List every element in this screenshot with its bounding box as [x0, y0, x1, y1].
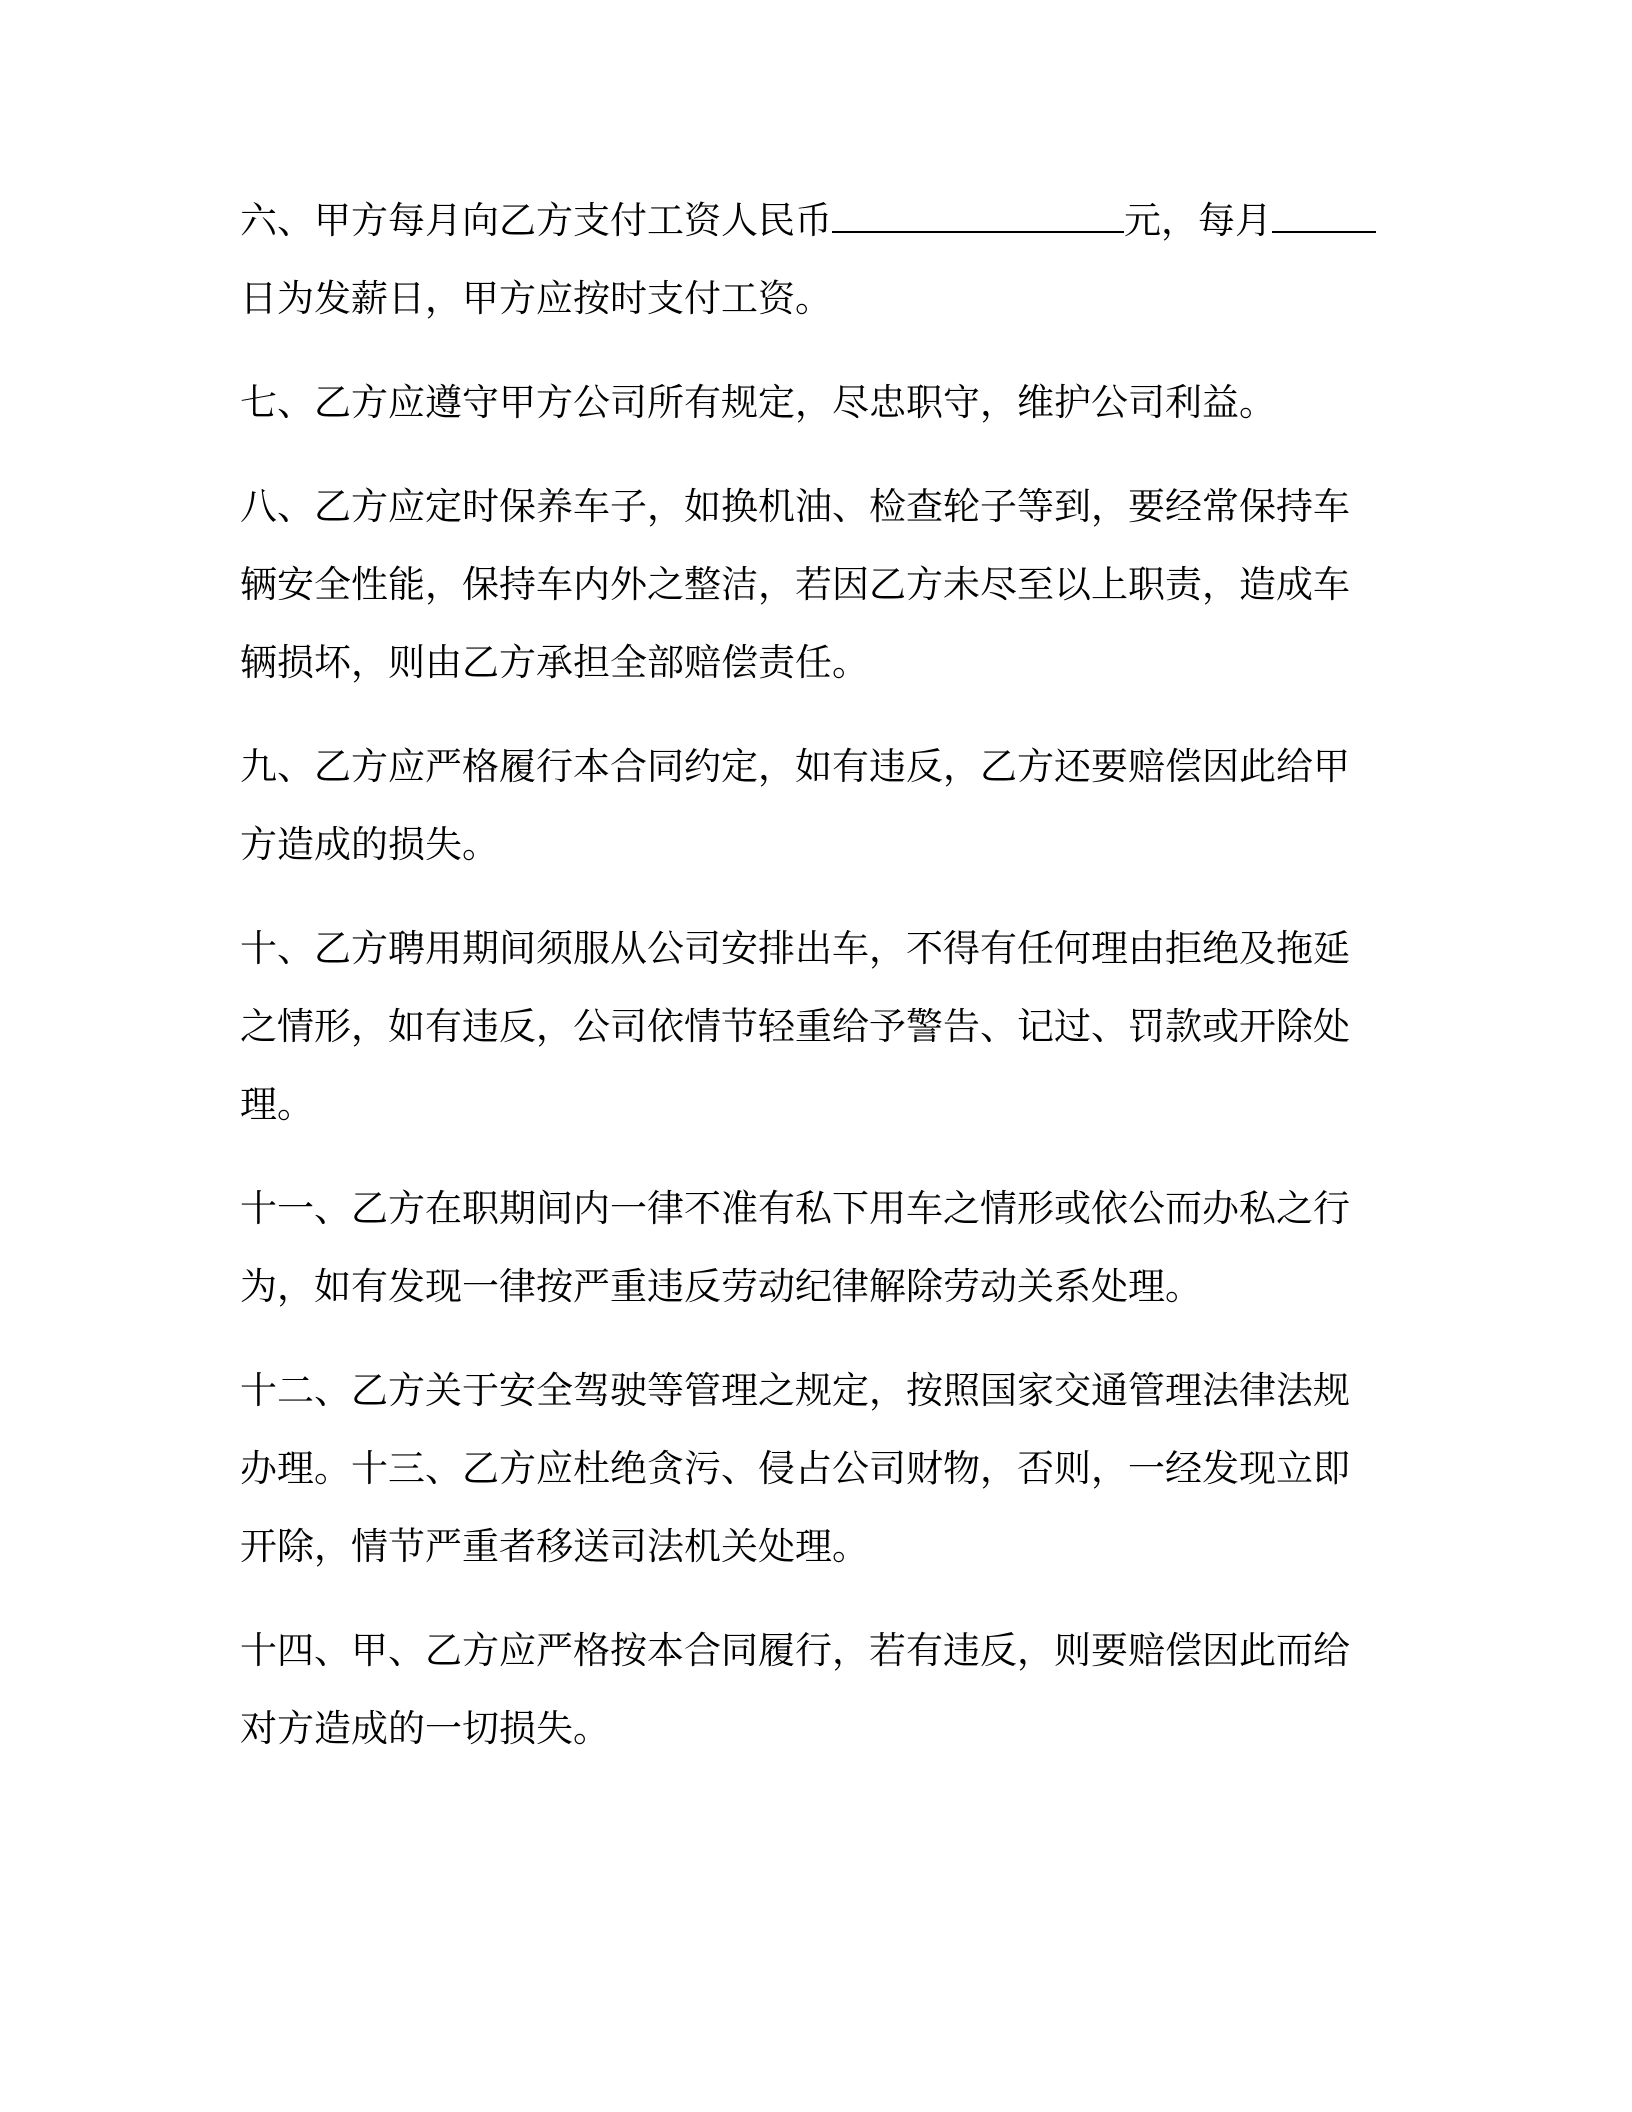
- clause-14-line-1: 十四、甲、乙方应严格按本合同履行，若有违反，则要赔偿因此而给: [240, 1629, 1350, 1672]
- clause-8-line-2: 辆安全性能，保持车内外之整洁，若因乙方未尽至以上职责，造成车: [240, 563, 1350, 606]
- clause-6-text-2: 元，每月: [1124, 199, 1272, 242]
- clause-11-line-2: 为，如有发现一律按严重违反劳动纪律解除劳动关系处理。: [240, 1265, 1202, 1308]
- clause-10-line-1: 十、乙方聘用期间须服从公司安排出车，不得有任何理由拒绝及拖延: [240, 927, 1350, 970]
- clause-14-line-2: 对方造成的一切损失。: [240, 1707, 610, 1750]
- clause-12-13-line-3: 开除，情节严重者移送司法机关处理。: [240, 1525, 869, 1568]
- clause-9-line-2: 方造成的损失。: [240, 823, 499, 866]
- clause-10: [240, 910, 1390, 1144]
- clause-6: [240, 182, 1390, 338]
- clause-12-13-line-2: 办理。十三、乙方应杜绝贪污、侵占公司财物，否则，一经发现立即: [240, 1447, 1350, 1490]
- payday-blank: [1272, 187, 1376, 233]
- clause-7: [240, 364, 1390, 442]
- clause-11-line-1: 十一、乙方在职期间内一律不准有私下用车之情形或依公而办私之行: [240, 1187, 1350, 1230]
- clause-8-line-1: 八、乙方应定时保养车子，如换机油、检查轮子等到，要经常保持车: [240, 485, 1350, 528]
- clause-7-line-1: 七、乙方应遵守甲方公司所有规定，尽忠职守，维护公司利益。: [240, 381, 1276, 424]
- clause-9-line-1: 九、乙方应严格履行本合同约定，如有违反，乙方还要赔偿因此给甲: [240, 745, 1350, 788]
- contract-body: [240, 182, 1390, 1794]
- clause-8-line-3: 辆损坏，则由乙方承担全部赔偿责任。: [240, 641, 869, 684]
- clause-12-13: [240, 1352, 1390, 1586]
- clause-9: [240, 728, 1390, 884]
- salary-amount-blank: [832, 187, 1124, 233]
- clause-14: [240, 1612, 1390, 1768]
- clause-6-line-1: [240, 182, 1390, 260]
- clause-10-line-2: 之情形，如有违反，公司依情节轻重给予警告、记过、罚款或开除处: [240, 1005, 1350, 1048]
- clause-10-line-3: 理。: [240, 1083, 314, 1126]
- clause-8: [240, 468, 1390, 702]
- clause-6-line-2: 日为发薪日，甲方应按时支付工资。: [240, 277, 832, 320]
- clause-6-text-1: 六、甲方每月向乙方支付工资人民币: [240, 199, 832, 242]
- clause-11: [240, 1170, 1390, 1326]
- clause-12-13-line-1: 十二、乙方关于安全驾驶等管理之规定，按照国家交通管理法律法规: [240, 1369, 1350, 1412]
